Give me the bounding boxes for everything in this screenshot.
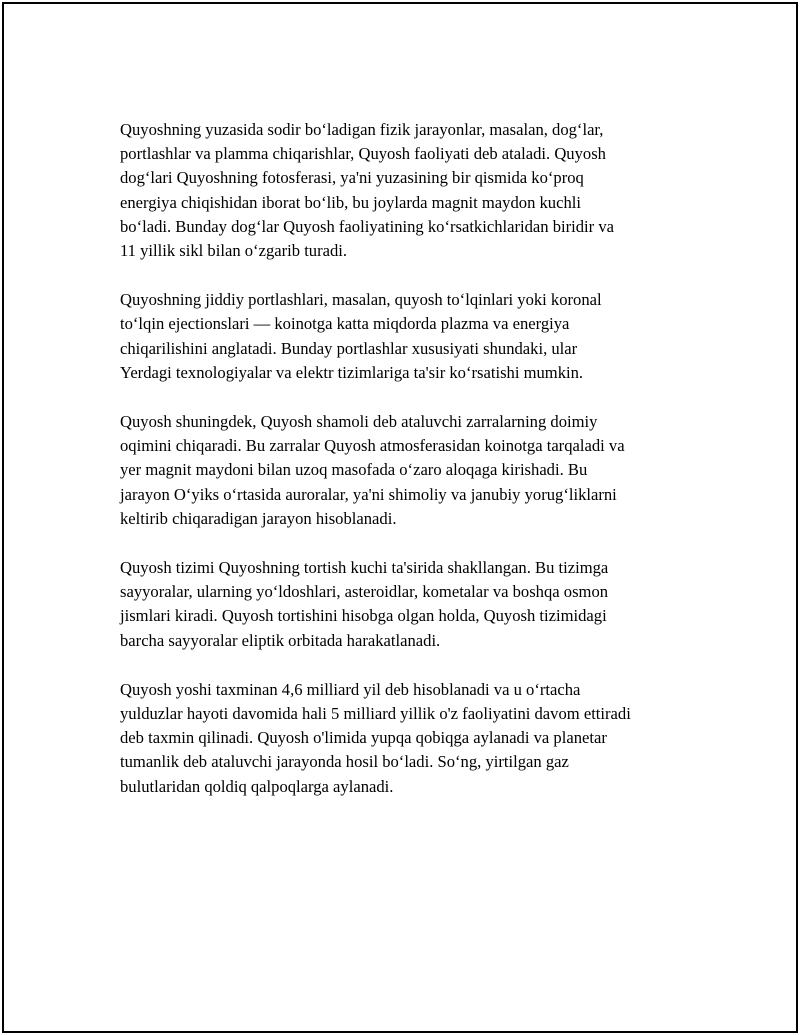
text-line: keltirib chiqaradigan jarayon hisoblanadi.: [120, 508, 397, 528]
text-line: jarayon O‘yiks o‘rtasida auroralar, ya'ni shimoliy va janubiy yorug‘liklarni: [120, 484, 617, 504]
text-line: jismlari kiradi. Quyosh tortishini hisobga olgan holda, Quyosh tizimidagi: [120, 606, 607, 626]
text-line: Yerdagi texnologiyalar va elektr tizimlariga ta'sir ko‘rsatishi mumkin.: [120, 362, 584, 382]
paragraph: [120, 410, 710, 531]
text-line: dog‘lari Quyoshning fotosferasi, ya'ni yuzasining bir qismida ko‘proq: [120, 168, 584, 188]
text-line: Quyosh shuningdek, Quyosh shamoli deb ataluvchi zarralarning doimiy: [120, 412, 598, 432]
text-line: to‘lqin ejectionslari — koinotga katta miqdorda plazma va energiya: [120, 314, 570, 334]
text-line: Quyoshning yuzasida sodir bo‘ladigan fizik jarayonlar, masalan, dog‘lar,: [120, 120, 604, 139]
text-line: deb taxmin qilinadi. Quyosh o'limida yupqa qobiqga aylanadi va planetar: [120, 728, 607, 748]
text-line: bo‘ladi. Bunday dog‘lar Quyosh faoliyatining ko‘rsatkichlaridan biridir va: [120, 216, 615, 236]
text-line: barcha sayyoralar eliptik orbitada harakatlanadi.: [120, 630, 441, 650]
text-line: Quyosh yoshi taxminan 4,6 milliard yil deb hisoblanadi va u o‘rtacha: [120, 679, 581, 699]
text-line: energiya chiqishidan iborat bo‘lib, bu joylarda magnit maydon kuchli: [120, 192, 581, 212]
text-line: yer magnit maydoni bilan uzoq masofada o‘zaro aloqaga kirishadi. Bu: [120, 460, 588, 480]
paragraph: [120, 678, 710, 799]
text-line: chiqarilishini anglatadi. Bunday portlashlar xususiyati shundaki, ular: [120, 338, 578, 358]
text-line: portlashlar va plamma chiqarishlar, Quyosh faoliyati deb ataladi. Quyosh: [120, 144, 606, 164]
text-line: tumanlik deb ataluvchi jarayonda hosil bo‘ladi. So‘ng, yirtilgan gaz: [120, 752, 569, 772]
document-body: [120, 118, 710, 824]
paragraph: [120, 288, 710, 385]
document-page: [2, 2, 798, 1033]
text-line: yulduzlar hayoti davomida hali 5 milliard yillik o'z faoliyatini davom ettiradi: [120, 704, 631, 724]
text-line: Quyosh tizimi Quyoshning tortish kuchi ta'sirida shakllangan. Bu tizimga: [120, 558, 609, 578]
text-line: sayyoralar, ularning yo‘ldoshlari, asteroidlar, kometalar va boshqa osmon: [120, 582, 609, 602]
text-line: Quyoshning jiddiy portlashlari, masalan, quyosh to‘lqinlari yoki koronal: [120, 290, 602, 310]
text-line: oqimini chiqaradi. Bu zarralar Quyosh atmosferasidan koinotga tarqaladi va: [120, 436, 625, 456]
paragraph: [120, 556, 710, 653]
paragraph: [120, 118, 710, 263]
text-line: 11 yillik sikl bilan o‘zgarib turadi.: [120, 241, 348, 261]
text-line: bulutlaridan qoldiq qalpoqlarga aylanadi.: [120, 776, 394, 796]
